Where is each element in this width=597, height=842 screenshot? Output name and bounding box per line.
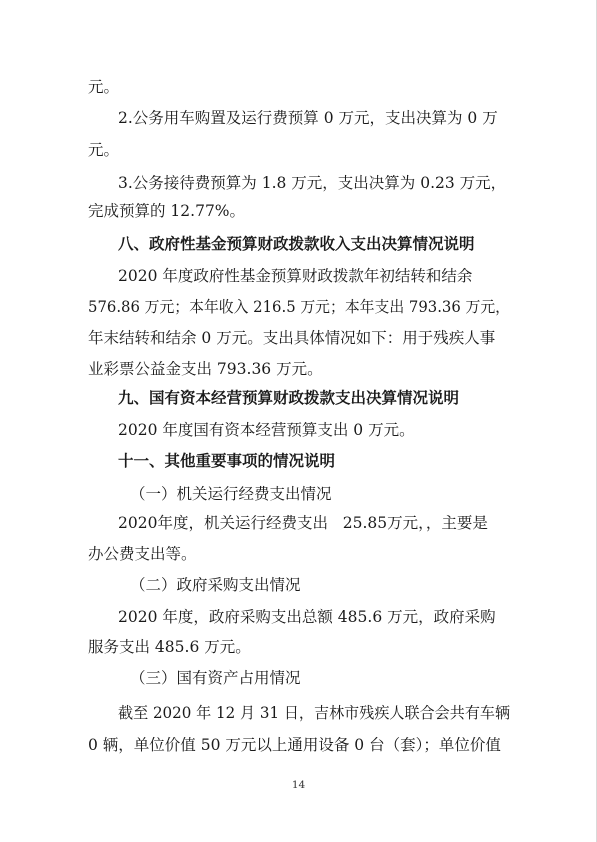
subsection-heading: （一）机关运行经费支出情况 xyxy=(130,485,332,503)
section-heading: 十一、其他重要事项的情况说明 xyxy=(118,452,336,470)
paragraph-line: 服务支出 485.6 万元。 xyxy=(88,638,251,656)
subsection-heading: （三）国有资产占用情况 xyxy=(130,669,301,687)
paragraph-line: 完成预算的 12.77%。 xyxy=(88,202,246,220)
section-heading: 九、国有资本经营预算财政拨款支出决算情况说明 xyxy=(118,389,460,407)
subsection-heading: （二）政府采购支出情况 xyxy=(130,576,301,594)
paragraph-line: 年末结转和结余 0 万元。支出具体情况如下：用于残疾人事 xyxy=(88,329,496,347)
section-heading: 八、政府性基金预算财政拨款收入支出决算情况说明 xyxy=(118,235,475,253)
paragraph-line: 元。 xyxy=(88,141,120,159)
paragraph-line: 业彩票公益金支出 793.36 万元。 xyxy=(88,360,323,378)
paragraph-line: 元。 xyxy=(88,78,120,96)
paragraph-line: 0 辆，单位价值 50 万元以上通用设备 0 台（套）；单位价值 xyxy=(88,736,501,754)
paragraph-line: 2020 年度政府性基金预算财政拨款年初结转和结余 xyxy=(118,267,473,285)
paragraph-line: 2020 年度，政府采购支出总额 485.6 万元，政府采购 xyxy=(118,608,496,626)
paragraph-line: 3.公务接待费预算为 1.8 万元，支出决算为 0.23 万元， xyxy=(118,174,507,192)
paragraph-line: 2020 年度国有资本经营预算支出 0 万元。 xyxy=(118,421,415,439)
page-number: 14 xyxy=(291,779,306,791)
paragraph-line: 576.86 万元；本年收入 216.5 万元；本年支出 793.36 万元， xyxy=(88,298,511,316)
paragraph-line: 2020年度，机关运行经费支出 25.85万元，，主要是 xyxy=(118,514,488,532)
paragraph-line: 2.公务用车购置及运行费预算 0 万元，支出决算为 0 万 xyxy=(118,109,498,127)
paragraph-line: 截至 2020 年 12 月 31 日，吉林市残疾人联合会共有车辆 xyxy=(118,704,511,722)
paragraph-line: 办公费支出等。 xyxy=(88,545,197,563)
